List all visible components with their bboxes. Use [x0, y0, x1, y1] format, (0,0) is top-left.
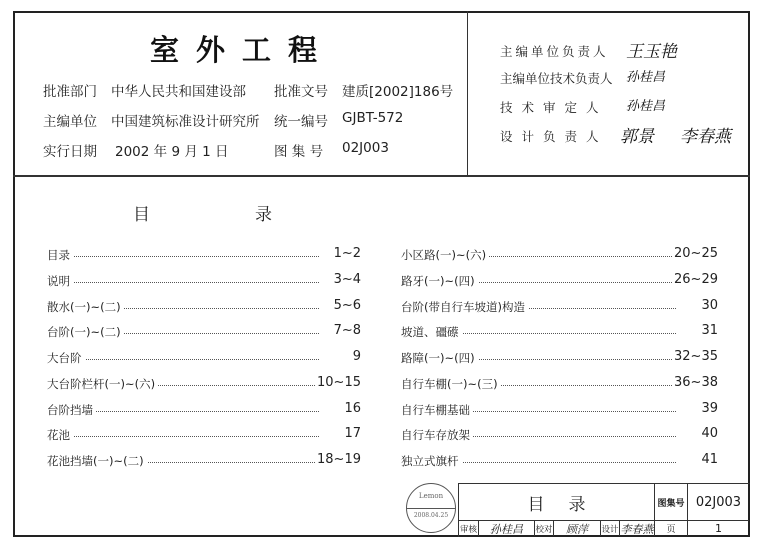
toc-item-label: 大台阶: [47, 350, 85, 366]
toc-item-label: 说明: [47, 273, 73, 289]
toc-item[interactable]: [47, 273, 361, 289]
approval-doc-label: 批准文号: [274, 84, 328, 100]
toc-item-label: 自行车棚(一)~(三): [401, 376, 501, 392]
toc-item[interactable]: [401, 324, 718, 340]
handwritten-signature: 郭景: [620, 127, 654, 147]
design-label: 设计: [600, 521, 620, 536]
title-block-atlas-label: 图集号: [655, 484, 688, 521]
stamp-date: 2008.04.25: [413, 512, 449, 519]
signature-row-tech-chief: [500, 69, 666, 87]
stamp-divider: [407, 508, 455, 509]
effective-date-value: 2002 年 9 月 1 日: [115, 144, 229, 160]
toc-item-page: 36~38: [674, 375, 718, 390]
title-block: [458, 483, 750, 537]
toc-item-label: 大台阶栏杆(一)~(六): [47, 376, 158, 392]
toc-item[interactable]: [47, 427, 361, 443]
toc-item-label: 小区路(一)~(六): [401, 247, 489, 263]
toc-item-page: 7~8: [333, 323, 361, 338]
handwritten-signature: 孙桂昌: [626, 70, 666, 85]
toc-item[interactable]: [401, 376, 718, 392]
atlas-no-value: 02J003: [342, 140, 389, 156]
toc-item[interactable]: [47, 324, 361, 340]
signature-label: 主编单位技术负责人: [500, 71, 613, 86]
toc-item-label: 坡道、礓礤: [401, 324, 462, 340]
toc-title-left: 目: [133, 205, 150, 225]
toc-item-label: 台阶挡墙: [47, 402, 96, 418]
review-signature: 孙桂昌: [490, 522, 523, 536]
handwritten-signature: 王玉艳: [626, 42, 677, 62]
header-divider: [13, 175, 750, 177]
toc-item-label: 台阶(一)~(二): [47, 324, 124, 340]
toc-item-page: 39: [701, 401, 718, 416]
toc-item-label: 路障(一)~(四): [401, 350, 478, 366]
toc-item-page: 26~29: [674, 272, 718, 287]
toc-item[interactable]: [401, 299, 718, 315]
header-vertical-divider: [467, 11, 468, 176]
toc-item[interactable]: [401, 427, 718, 443]
approval-doc-value: 建质[2002]186号: [342, 84, 454, 100]
page-number: 1: [715, 522, 722, 535]
leader-dots: [47, 256, 319, 257]
review-label: 审核: [459, 521, 479, 536]
toc-item-page: 3~4: [333, 272, 361, 287]
toc-item-label: 自行车存放架: [401, 427, 473, 443]
toc-item-page: 16: [344, 401, 361, 416]
unified-no-value: GJBT-572: [342, 110, 404, 126]
toc-item-page: 1~2: [333, 246, 361, 261]
toc-item[interactable]: [401, 453, 718, 469]
stamp-name: Lemon: [418, 492, 444, 500]
toc-item-label: 台阶(带自行车坡道)构造: [401, 299, 528, 315]
editor-unit-label: 主编单位: [43, 114, 97, 130]
toc-item-page: 32~35: [674, 349, 718, 364]
toc-item[interactable]: [47, 376, 361, 392]
toc-item-page: 17: [344, 426, 361, 441]
toc-item-label: 路牙(一)~(四): [401, 273, 478, 289]
toc-item[interactable]: [401, 247, 718, 263]
leader-dots: [47, 436, 319, 437]
atlas-no-label: 图 集 号: [274, 144, 324, 160]
toc-title-right: 录: [255, 205, 272, 225]
signature-row-design-chief: [500, 127, 731, 147]
toc-item-label: 散水(一)~(二): [47, 299, 124, 315]
toc-item-page: 41: [701, 452, 718, 467]
toc-item[interactable]: [401, 350, 718, 366]
page-label: 页: [655, 521, 688, 536]
toc-item-page: 40: [701, 426, 718, 441]
toc-item[interactable]: [47, 402, 361, 418]
toc-item-page: 9: [352, 349, 361, 364]
toc-item-label: 独立式旗杆: [401, 453, 462, 469]
toc-item-page: 30: [701, 298, 718, 313]
toc-item-label: 自行车棚基础: [401, 402, 473, 418]
effective-date-label: 实行日期: [43, 144, 97, 160]
signature-label: 技术审定人: [500, 100, 608, 115]
design-signature: 李春燕: [620, 522, 654, 536]
title-block-title: 目录: [459, 484, 655, 521]
toc-item-label: 目录: [47, 247, 73, 263]
signature-label: 设计负责人: [500, 129, 608, 144]
watermark-stamp: [406, 483, 456, 533]
handwritten-signature: 孙桂昌: [626, 99, 666, 114]
signature-row-chief-editor: [500, 42, 677, 62]
check-label: 校对: [534, 521, 554, 536]
toc-item[interactable]: [47, 299, 361, 315]
document-title: 室外工程: [150, 33, 335, 67]
check-signature: 顾萍: [566, 522, 588, 536]
toc-item[interactable]: [47, 247, 361, 263]
toc-item-page: 18~19: [317, 452, 361, 467]
toc-item[interactable]: [47, 453, 361, 469]
editor-unit-value: 中国建筑标准设计研究所: [111, 114, 260, 130]
toc-item-page: 5~6: [333, 298, 361, 313]
title-block-atlas-value: 02J003: [688, 484, 749, 521]
approval-dept-label: 批准部门: [43, 84, 97, 100]
toc-item-page: 20~25: [674, 246, 718, 261]
toc-item[interactable]: [401, 402, 718, 418]
toc-item-label: 花池挡墙(一)~(二): [47, 453, 147, 469]
approval-dept-value: 中华人民共和国建设部: [111, 84, 246, 100]
leader-dots: [47, 282, 319, 283]
signature-label: 主编单位负责人: [500, 44, 609, 59]
toc-item-page: 10~15: [317, 375, 361, 390]
unified-no-label: 统一编号: [274, 114, 328, 130]
toc-item[interactable]: [401, 273, 718, 289]
toc-item-label: 花池: [47, 427, 73, 443]
leader-dots: [47, 359, 319, 360]
handwritten-signature-2: 李春燕: [680, 127, 731, 147]
signature-row-tech-reviewer: [500, 98, 666, 116]
toc-item[interactable]: [47, 350, 361, 366]
toc-item-page: 31: [701, 323, 718, 338]
